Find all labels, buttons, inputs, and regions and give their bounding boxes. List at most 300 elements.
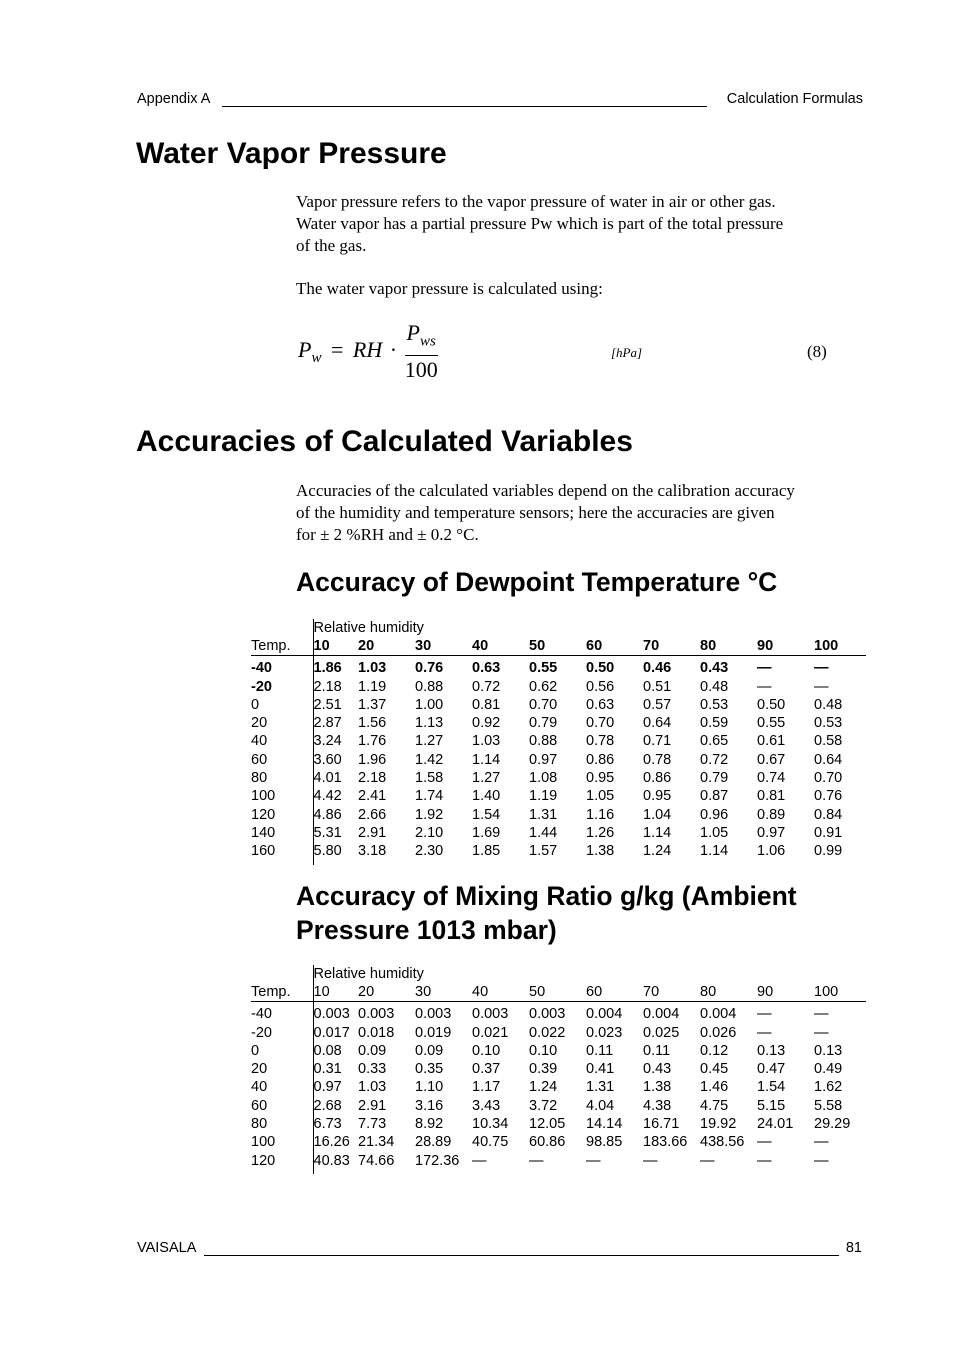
- temp-cell: -40: [251, 656, 313, 678]
- value-cell: 1.37: [358, 696, 387, 713]
- value-cell: 1.10: [415, 1079, 444, 1096]
- value-cell: —: [757, 1152, 772, 1169]
- value-cell: 2.66: [358, 806, 387, 823]
- empty-cell: [251, 619, 313, 637]
- value-cell: 0.61: [757, 733, 786, 750]
- value-cell: 0.025: [643, 1024, 680, 1041]
- value-cell: 8.92: [415, 1116, 444, 1133]
- temp-cell: 60: [251, 1097, 313, 1115]
- value-cell: 0.11: [643, 1042, 671, 1059]
- value-cell: 0.003: [415, 1006, 452, 1023]
- temp-header: Temp.: [251, 637, 313, 656]
- value-cell: 5.31: [313, 824, 342, 841]
- value-cell: 1.31: [529, 806, 558, 823]
- value-cell: —: [529, 1152, 544, 1169]
- value-cell: 0.10: [472, 1042, 501, 1059]
- value-cell: 0.003: [358, 1006, 395, 1023]
- temp-cell: 40: [251, 732, 313, 750]
- value-cell: 5.80: [313, 843, 342, 860]
- value-cell: 0.81: [472, 696, 501, 713]
- value-cell: 0.97: [529, 751, 558, 768]
- value-cell: —: [814, 1134, 829, 1151]
- value-cell: 1.58: [415, 770, 444, 787]
- value-cell: 0.09: [415, 1042, 444, 1059]
- value-cell: 0.65: [700, 733, 729, 750]
- value-cell: 1.03: [358, 660, 387, 677]
- value-cell: 0.99: [814, 843, 843, 860]
- rh-group-label: Relative humidity: [313, 966, 424, 982]
- rh-column-header: 90: [757, 983, 814, 1002]
- value-cell: 28.89: [415, 1134, 452, 1151]
- value-cell: 4.86: [313, 806, 342, 823]
- rh-group-label: Relative humidity: [313, 620, 424, 636]
- eq-denominator: 100: [404, 357, 438, 383]
- value-cell: 12.05: [529, 1116, 566, 1133]
- value-cell: 0.78: [586, 733, 615, 750]
- eq-num-subscript: ws: [420, 333, 436, 350]
- value-cell: 438.56: [700, 1134, 745, 1151]
- empty-cell: [251, 861, 313, 865]
- value-cell: 74.66: [358, 1152, 395, 1169]
- value-cell: 3.16: [415, 1097, 444, 1114]
- value-cell: 1.56: [358, 715, 387, 732]
- value-cell: 2.41: [358, 788, 387, 805]
- value-cell: 2.10: [415, 824, 444, 841]
- value-cell: 3.72: [529, 1097, 558, 1114]
- temp-cell: 120: [251, 806, 313, 824]
- value-cell: 1.31: [586, 1079, 615, 1096]
- running-footer-left: VAISALA: [137, 1240, 197, 1256]
- value-cell: 1.14: [643, 824, 672, 841]
- value-cell: 0.84: [814, 806, 843, 823]
- value-cell: 0.53: [814, 715, 843, 732]
- value-cell: 1.13: [415, 715, 444, 732]
- value-cell: 0.47: [757, 1061, 786, 1078]
- temp-cell: 80: [251, 1115, 313, 1133]
- empty-cell: [313, 861, 866, 865]
- section-title-water-vapor-pressure: Water Vapor Pressure: [136, 137, 447, 170]
- value-cell: 0.79: [529, 715, 558, 732]
- value-cell: 0.97: [757, 824, 786, 841]
- value-cell: 0.33: [358, 1061, 387, 1078]
- text-line: of the humidity and temperature sensors; here the accuracies are given: [296, 503, 775, 522]
- value-cell: 24.01: [757, 1116, 794, 1133]
- value-cell: 2.18: [313, 678, 342, 695]
- rh-group-row: [251, 965, 866, 983]
- value-cell: 2.51: [313, 696, 342, 713]
- value-cell: 1.85: [472, 843, 501, 860]
- value-cell: 0.004: [700, 1006, 737, 1023]
- value-cell: 0.023: [586, 1024, 623, 1041]
- value-cell: 5.58: [814, 1097, 843, 1114]
- value-cell: 1.19: [358, 678, 387, 695]
- value-cell: 1.16: [586, 806, 615, 823]
- value-cell: 0.72: [700, 751, 729, 768]
- value-cell: 0.09: [358, 1042, 387, 1059]
- eq-fraction: [405, 320, 438, 383]
- value-cell: 1.00: [415, 696, 444, 713]
- value-cell: 0.96: [700, 806, 729, 823]
- value-cell: 3.18: [358, 843, 387, 860]
- value-cell: 1.40: [472, 788, 501, 805]
- value-cell: 0.10: [529, 1042, 558, 1059]
- value-cell: 2.91: [358, 1097, 387, 1114]
- temp-cell: 0: [251, 1042, 313, 1060]
- temp-cell: 120: [251, 1152, 313, 1170]
- value-cell: 1.74: [415, 788, 444, 805]
- table-row: [251, 1078, 866, 1096]
- table-row: [251, 1042, 866, 1060]
- value-cell: 16.26: [313, 1134, 350, 1151]
- temp-cell: 60: [251, 751, 313, 769]
- value-cell: 1.14: [700, 843, 729, 860]
- value-cell: 0.41: [586, 1061, 615, 1078]
- value-cell: 0.91: [814, 824, 843, 841]
- value-cell: 0.026: [700, 1024, 737, 1041]
- value-cell: 0.018: [358, 1024, 395, 1041]
- value-cell: 0.021: [472, 1024, 509, 1041]
- temp-cell: 160: [251, 842, 313, 860]
- value-cell: 0.13: [757, 1042, 786, 1059]
- rh-column-header: 30: [415, 637, 472, 656]
- value-cell: 21.34: [358, 1134, 395, 1151]
- value-cell: 1.24: [529, 1079, 558, 1096]
- value-cell: —: [643, 1152, 658, 1169]
- value-cell: 0.55: [529, 660, 558, 677]
- text-line: Water vapor has a partial pressure Pw which is part of the total pressure: [296, 214, 784, 233]
- value-cell: 10.34: [472, 1116, 509, 1133]
- value-cell: 0.88: [415, 678, 444, 695]
- value-cell: 1.44: [529, 824, 558, 841]
- value-cell: —: [757, 1006, 772, 1023]
- table-row: [251, 1002, 866, 1024]
- table-row: [251, 824, 866, 842]
- table-row: [251, 656, 866, 678]
- value-cell: 0.95: [586, 770, 615, 787]
- value-cell: 0.64: [643, 715, 672, 732]
- value-cell: 1.05: [586, 788, 615, 805]
- value-cell: 0.45: [700, 1061, 729, 1078]
- value-cell: —: [757, 678, 772, 695]
- value-cell: 0.51: [643, 678, 672, 695]
- eq-equals: =: [330, 336, 344, 362]
- value-cell: 1.27: [472, 770, 501, 787]
- value-cell: 0.12: [700, 1042, 729, 1059]
- value-cell: 2.18: [358, 770, 387, 787]
- value-cell: —: [814, 678, 829, 695]
- value-cell: 1.08: [529, 770, 558, 787]
- rh-column-header: 60: [586, 637, 643, 656]
- table-row: [251, 1152, 866, 1170]
- footer-rule: [204, 1255, 839, 1256]
- value-cell: 0.64: [814, 751, 843, 768]
- value-cell: 0.003: [529, 1006, 566, 1023]
- rh-column-header: 40: [472, 637, 529, 656]
- rh-column-header: 50: [529, 637, 586, 656]
- value-cell: —: [814, 1152, 829, 1169]
- running-header-left: Appendix A: [137, 91, 211, 107]
- column-header-row: [251, 637, 866, 656]
- value-cell: 0.62: [529, 678, 558, 695]
- mixing-ratio-accuracy-table: [251, 965, 866, 1174]
- value-cell: 7.73: [358, 1116, 387, 1133]
- rh-column-header: 10: [313, 637, 358, 656]
- eq-lhs: P: [298, 336, 312, 362]
- value-cell: 1.62: [814, 1079, 843, 1096]
- value-cell: 0.79: [700, 770, 729, 787]
- vapor-pressure-paragraph: [296, 191, 876, 257]
- subsection-title-mixing-ratio: [296, 879, 866, 947]
- accuracies-paragraph: [296, 480, 876, 546]
- value-cell: 6.73: [313, 1116, 342, 1133]
- value-cell: 1.27: [415, 733, 444, 750]
- rh-column-header: 70: [643, 637, 700, 656]
- value-cell: 1.03: [358, 1079, 387, 1096]
- eq-number: (8): [807, 342, 827, 361]
- value-cell: 0.004: [643, 1006, 680, 1023]
- value-cell: 0.76: [814, 788, 843, 805]
- value-cell: 1.38: [586, 843, 615, 860]
- value-cell: 1.14: [472, 751, 501, 768]
- value-cell: 1.17: [472, 1079, 501, 1096]
- table-row: [251, 1024, 866, 1042]
- value-cell: 3.24: [313, 733, 342, 750]
- table-row: [251, 842, 866, 860]
- rh-column-header: 90: [757, 637, 814, 656]
- rh-column-header: 10: [313, 983, 358, 1002]
- value-cell: 1.69: [472, 824, 501, 841]
- rh-column-header: 60: [586, 983, 643, 1002]
- value-cell: 16.71: [643, 1116, 680, 1133]
- empty-cell: [313, 1170, 866, 1174]
- value-cell: 0.50: [586, 660, 615, 677]
- value-cell: 0.70: [814, 770, 843, 787]
- value-cell: 0.11: [586, 1042, 614, 1059]
- eq-numerator: [405, 320, 438, 356]
- value-cell: 2.87: [313, 715, 342, 732]
- value-cell: 0.31: [313, 1061, 342, 1078]
- title-line: Pressure 1013 mbar): [296, 915, 557, 945]
- value-cell: 0.70: [529, 696, 558, 713]
- rh-group-row: [251, 619, 866, 637]
- column-header-row: [251, 983, 866, 1002]
- value-cell: —: [586, 1152, 601, 1169]
- value-cell: 4.38: [643, 1097, 672, 1114]
- running-header-right: Calculation Formulas: [726, 91, 863, 107]
- empty-cell: [251, 1170, 313, 1174]
- value-cell: 1.06: [757, 843, 786, 860]
- value-cell: 0.35: [415, 1061, 444, 1078]
- value-cell: 60.86: [529, 1134, 566, 1151]
- value-cell: —: [472, 1152, 487, 1169]
- eq-rh: RH: [352, 336, 383, 362]
- value-cell: 1.03: [472, 733, 501, 750]
- value-cell: 0.92: [472, 715, 501, 732]
- text-line: for ± 2 %RH and ± 0.2 °C.: [296, 525, 479, 544]
- temp-cell: 100: [251, 1133, 313, 1151]
- value-cell: 4.75: [700, 1097, 729, 1114]
- value-cell: 0.63: [586, 696, 615, 713]
- table-row: [251, 1097, 866, 1115]
- value-cell: 0.86: [643, 770, 672, 787]
- temp-cell: 20: [251, 1060, 313, 1078]
- value-cell: 0.49: [814, 1061, 843, 1078]
- value-cell: 2.30: [415, 843, 444, 860]
- value-cell: 0.78: [643, 751, 672, 768]
- temp-header: Temp.: [251, 983, 313, 1002]
- rh-column-header: 50: [529, 983, 586, 1002]
- value-cell: 1.92: [415, 806, 444, 823]
- value-cell: 0.53: [700, 696, 729, 713]
- value-cell: 0.70: [586, 715, 615, 732]
- temp-cell: 40: [251, 1078, 313, 1096]
- rh-column-header: 20: [358, 637, 415, 656]
- value-cell: 0.43: [700, 660, 729, 677]
- value-cell: —: [757, 1024, 772, 1041]
- value-cell: 1.38: [643, 1079, 672, 1096]
- value-cell: 0.43: [643, 1061, 672, 1078]
- value-cell: 0.13: [814, 1042, 843, 1059]
- table-row: [251, 806, 866, 824]
- value-cell: 0.004: [586, 1006, 623, 1023]
- rh-column-header: 70: [643, 983, 700, 1002]
- value-cell: 0.017: [313, 1024, 350, 1041]
- value-cell: —: [700, 1152, 715, 1169]
- value-cell: 0.88: [529, 733, 558, 750]
- value-cell: 1.76: [358, 733, 387, 750]
- value-cell: —: [814, 1006, 829, 1023]
- temp-cell: -40: [251, 1002, 313, 1024]
- value-cell: 0.56: [586, 678, 615, 695]
- value-cell: 0.63: [472, 660, 501, 677]
- value-cell: 0.74: [757, 770, 786, 787]
- spacer-row: [251, 861, 866, 865]
- table-row: [251, 696, 866, 714]
- value-cell: 0.08: [313, 1042, 342, 1059]
- value-cell: 0.55: [757, 715, 786, 732]
- value-cell: 1.42: [415, 751, 444, 768]
- value-cell: 40.75: [472, 1134, 509, 1151]
- value-cell: 1.04: [643, 806, 672, 823]
- spacer-row: [251, 1170, 866, 1174]
- table-row: [251, 1133, 866, 1151]
- table-row: [251, 751, 866, 769]
- value-cell: 0.76: [415, 660, 444, 677]
- rh-column-header: 40: [472, 983, 529, 1002]
- value-cell: 0.72: [472, 678, 501, 695]
- value-cell: 1.96: [358, 751, 387, 768]
- rh-column-header: 100: [814, 637, 866, 656]
- value-cell: 0.48: [814, 696, 843, 713]
- temp-cell: 140: [251, 824, 313, 842]
- text-line: Accuracies of the calculated variables depend on the calibration accuracy: [296, 481, 795, 500]
- value-cell: 5.15: [757, 1097, 786, 1114]
- header-rule: [222, 106, 707, 107]
- value-cell: 1.86: [313, 660, 342, 677]
- table-row: [251, 678, 866, 696]
- value-cell: 0.71: [643, 733, 672, 750]
- subsection-title-dewpoint: Accuracy of Dewpoint Temperature °C: [296, 567, 778, 597]
- value-cell: 4.04: [586, 1097, 615, 1114]
- value-cell: —: [757, 660, 772, 677]
- value-cell: 1.26: [586, 824, 615, 841]
- value-cell: 3.43: [472, 1097, 501, 1114]
- table-row: [251, 769, 866, 787]
- value-cell: 0.37: [472, 1061, 501, 1078]
- value-cell: 0.003: [313, 1006, 350, 1023]
- value-cell: 29.29: [814, 1116, 851, 1133]
- value-cell: 0.48: [700, 678, 729, 695]
- rh-column-header: 100: [814, 983, 866, 1002]
- section-title-accuracies: Accuracies of Calculated Variables: [136, 425, 633, 458]
- value-cell: 1.57: [529, 843, 558, 860]
- value-cell: 0.46: [643, 660, 672, 677]
- value-cell: 0.89: [757, 806, 786, 823]
- value-cell: 19.92: [700, 1116, 737, 1133]
- value-cell: 40.83: [313, 1152, 350, 1169]
- temp-cell: -20: [251, 1024, 313, 1042]
- rh-column-header: 20: [358, 983, 415, 1002]
- value-cell: —: [757, 1134, 772, 1151]
- value-cell: 183.66: [643, 1134, 688, 1151]
- text-line: Vapor pressure refers to the vapor pressure of water in air or other gas.: [296, 192, 776, 211]
- table-row: [251, 1060, 866, 1078]
- value-cell: 0.003: [472, 1006, 509, 1023]
- value-cell: 98.85: [586, 1134, 623, 1151]
- table-row: [251, 732, 866, 750]
- temp-cell: 20: [251, 714, 313, 732]
- temp-cell: 80: [251, 769, 313, 787]
- value-cell: 1.05: [700, 824, 729, 841]
- value-cell: 2.91: [358, 824, 387, 841]
- value-cell: 0.87: [700, 788, 729, 805]
- value-cell: 1.19: [529, 788, 558, 805]
- value-cell: 1.24: [643, 843, 672, 860]
- value-cell: 0.58: [814, 733, 843, 750]
- value-cell: 1.46: [700, 1079, 729, 1096]
- rh-column-header: 80: [700, 983, 757, 1002]
- value-cell: 0.50: [757, 696, 786, 713]
- value-cell: 0.59: [700, 715, 729, 732]
- value-cell: 1.54: [472, 806, 501, 823]
- empty-cell: [251, 965, 313, 983]
- value-cell: 0.95: [643, 788, 672, 805]
- value-cell: 0.86: [586, 751, 615, 768]
- value-cell: 0.81: [757, 788, 786, 805]
- text-line: of the gas.: [296, 236, 367, 255]
- table-row: [251, 714, 866, 732]
- value-cell: 4.01: [313, 770, 342, 787]
- value-cell: 0.57: [643, 696, 672, 713]
- page-number: 81: [845, 1240, 862, 1256]
- equation-intro: The water vapor pressure is calculated using:: [296, 279, 603, 298]
- value-cell: —: [814, 660, 829, 677]
- table-row: [251, 1115, 866, 1133]
- eq-dot: ·: [389, 336, 398, 362]
- temp-cell: 0: [251, 696, 313, 714]
- table-row: [251, 787, 866, 805]
- value-cell: 1.54: [757, 1079, 786, 1096]
- dewpoint-accuracy-table: [251, 619, 866, 865]
- title-line: Accuracy of Mixing Ratio g/kg (Ambient: [296, 881, 797, 911]
- value-cell: 3.60: [313, 751, 342, 768]
- rh-column-header: 30: [415, 983, 472, 1002]
- value-cell: 0.022: [529, 1024, 566, 1041]
- eq-unit: [hPa]: [611, 345, 643, 360]
- value-cell: 0.97: [313, 1079, 342, 1096]
- rh-column-header: 80: [700, 637, 757, 656]
- temp-cell: -20: [251, 678, 313, 696]
